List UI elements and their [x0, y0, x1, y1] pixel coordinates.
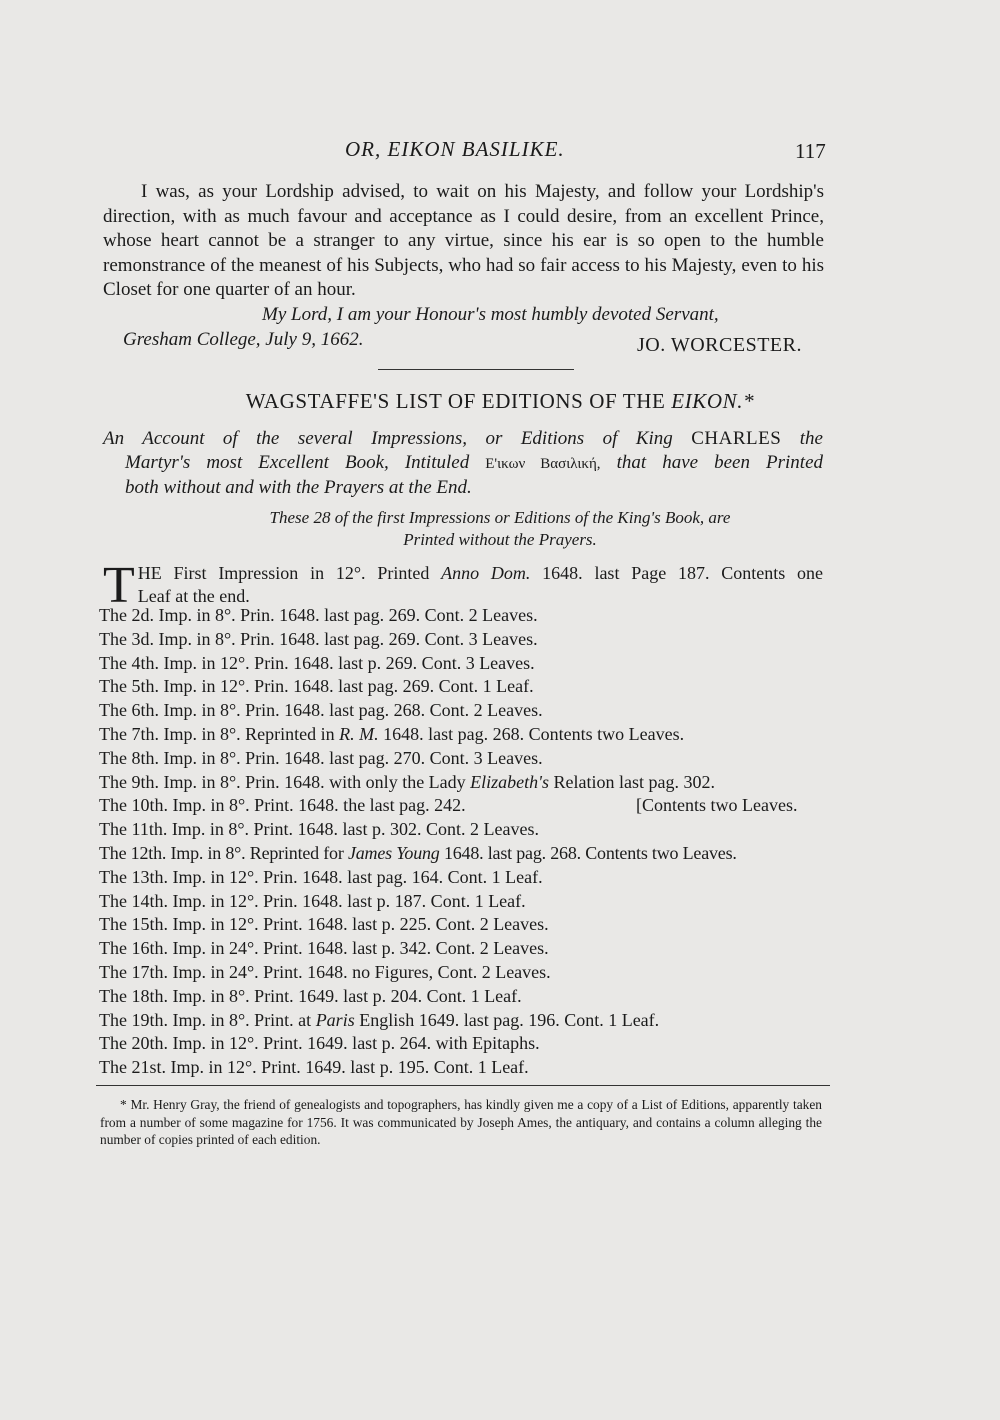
edition-italic-name: R. M. — [339, 723, 379, 744]
edition-entry — [99, 1056, 829, 1080]
edition-entry — [99, 699, 829, 723]
edition-entry — [99, 1009, 829, 1033]
first-entry-line-1 — [103, 562, 823, 585]
edition-text: The 10th. Imp. in 8°. Print. 1648. the last pag. 242. — [99, 795, 466, 816]
edition-text: The 5th. Imp. in 12°. Prin. 1648. last pag. 269. Cont. 1 Leaf. — [99, 676, 534, 697]
edition-entry — [99, 1032, 829, 1056]
edition-text: The 18th. Imp. in 8°. Print. 1649. last p. 204. Cont. 1 Leaf. — [99, 985, 522, 1006]
edition-text: The 15th. Imp. in 12°. Print. 1648. last p. 225. Cont. 2 Leaves. — [99, 914, 549, 935]
account-line-2 — [103, 451, 823, 476]
edition-text: The 14th. Imp. in 12°. Prin. 1648. last p. 187. Cont. 1 Leaf. — [99, 890, 526, 911]
account-king-name: CHARLES — [691, 428, 782, 449]
edition-text-continued: English 1649. last pag. 196. Cont. 1 Leaf. — [359, 1009, 660, 1030]
section-divider — [378, 369, 574, 370]
page-header — [0, 137, 1000, 167]
account-greek-title: Ε'ικων Βασιλική, — [485, 456, 601, 472]
edition-text: The 8th. Imp. in 8°. Prin. 1648. last pag. 270. Cont. 3 Leaves. — [99, 747, 543, 768]
edition-entry — [99, 866, 829, 890]
edition-entry — [99, 604, 829, 628]
first-entry-text: HE First Impression in 12°. Printed — [137, 563, 430, 583]
account-line-1 — [103, 427, 823, 451]
edition-entry — [99, 985, 829, 1009]
edition-text: The 3d. Imp. in 8°. Prin. 1648. last pag. 269. Cont. 3 Leaves. — [99, 628, 538, 649]
section-title-italic: EIKON.* — [671, 389, 755, 413]
edition-text: The 21st. Imp. in 12°. Print. 1649. last p. 195. Cont. 1 Leaf. — [99, 1057, 529, 1078]
edition-text: The 20th. Imp. in 12°. Print. 1649. last p. 264. with Epitaphs. — [99, 1033, 540, 1054]
editions-note-line-2: Printed without the Prayers. — [403, 530, 597, 549]
edition-text: The 2d. Imp. in 8°. Prin. 1648. last pag. 269. Cont. 2 Leaves. — [99, 605, 538, 625]
edition-entry — [99, 913, 829, 937]
edition-text-continued: 1648. last pag. 268. Contents two Leaves. — [443, 842, 737, 863]
account-line-3: both without and with the Prayers at the End. — [125, 477, 472, 498]
edition-entry — [99, 818, 829, 842]
edition-entry — [99, 937, 829, 961]
editions-note-line-1: These 28 of the first Impressions or Editions of the King's Book, are — [269, 508, 731, 527]
running-head: OR, EIKON BASILIKE. — [345, 137, 565, 161]
edition-entry — [99, 794, 829, 818]
letter-text: I was, as your Lordship advised, to wait on his Majesty, and follow your Lordship's direction, with as much favour and acceptance as I could desire, from an excellent Prince, whose heart cannot be a stranger to any virtue, since his ear is so open to the humble remonstrance of the meanest of his Subjects, who had so fair access to his Majesty, even to his Closet for one quarter of an hour. — [103, 181, 824, 300]
edition-italic-name: Paris — [315, 1009, 355, 1030]
letter-date: Gresham College, July 9, 1662. — [123, 329, 364, 350]
edition-text: The 12th. Imp. in 8°. Reprinted for — [99, 842, 344, 863]
edition-entry — [99, 675, 829, 699]
first-entry-end: 1648. last Page 187. Contents one — [542, 563, 824, 583]
edition-text: The 17th. Imp. in 24°. Print. 1648. no Figures, Cont. 2 Leaves. — [99, 961, 551, 982]
editions-note — [0, 507, 1000, 551]
account-line-1-end: the — [799, 428, 823, 449]
letter-closing: My Lord, I am your Honour's most humbly devoted Servant, — [262, 304, 719, 325]
edition-entry — [99, 890, 829, 914]
edition-entry — [99, 723, 829, 747]
edition-right-text: [Contents two Leaves. — [636, 795, 798, 816]
first-entry-italic: Anno Dom. — [441, 563, 531, 583]
edition-text-continued: Relation last pag. 302. — [553, 771, 716, 792]
edition-text: The 19th. Imp. in 8°. Print. at — [99, 1009, 312, 1030]
account-line-2-text: Martyr's most Excellent Book, Intituled — [125, 452, 470, 473]
account-line-1-text: An Account of the several Impressions, or Editions of King — [103, 428, 673, 449]
drop-cap: T — [103, 557, 135, 614]
edition-entry — [99, 628, 829, 652]
edition-text: The 7th. Imp. in 8°. Reprinted in — [99, 723, 335, 744]
footnote-rule — [96, 1085, 830, 1086]
letter-signer: JO. WORCESTER. — [637, 334, 802, 356]
edition-text: The 16th. Imp. in 24°. Print. 1648. last p. 342. Cont. 2 Leaves. — [99, 938, 549, 959]
section-title-text: WAGSTAFFE'S LIST OF EDITIONS OF THE — [245, 389, 666, 413]
edition-text: The 6th. Imp. in 8°. Prin. 1648. last pag. 268. Cont. 2 Leaves. — [99, 700, 543, 721]
account-line-2-end: that have been Printed — [616, 452, 824, 473]
edition-entry — [99, 771, 829, 795]
page-number: 117 — [795, 139, 826, 163]
editions-list — [99, 604, 829, 1080]
edition-text: The 13th. Imp. in 12°. Prin. 1648. last pag. 164. Cont. 1 Leaf. — [99, 866, 543, 887]
first-edition-entry — [103, 557, 824, 614]
edition-entry — [99, 652, 829, 676]
edition-italic-name: James Young — [347, 842, 440, 863]
section-title — [0, 389, 1000, 414]
edition-text: The 11th. Imp. in 8°. Print. 1648. last p. 302. Cont. 2 Leaves. — [99, 819, 539, 840]
first-entry-line-2: Leaf at the end. — [137, 586, 250, 606]
edition-text: The 9th. Imp. in 8°. Prin. 1648. with only the Lady — [99, 771, 466, 792]
edition-text-continued: 1648. last pag. 268. Contents two Leaves. — [383, 723, 685, 744]
edition-entry — [99, 842, 829, 866]
account-heading — [103, 427, 823, 500]
edition-entry — [99, 747, 829, 771]
edition-italic-name: Elizabeth's — [470, 771, 550, 792]
edition-entry — [99, 961, 829, 985]
footnote: * Mr. Henry Gray, the friend of genealogists and topographers, has kindly given me a copy of a List of Editions, apparently taken from a number of some magazine for 1756. It was communicated by Joseph Ames, the antiquary, and contains a column alleging the number of copies printed of each edition. — [100, 1097, 822, 1147]
letter-paragraph — [103, 180, 824, 303]
edition-text: The 4th. Imp. in 12°. Prin. 1648. last p. 269. Cont. 3 Leaves. — [99, 652, 535, 673]
